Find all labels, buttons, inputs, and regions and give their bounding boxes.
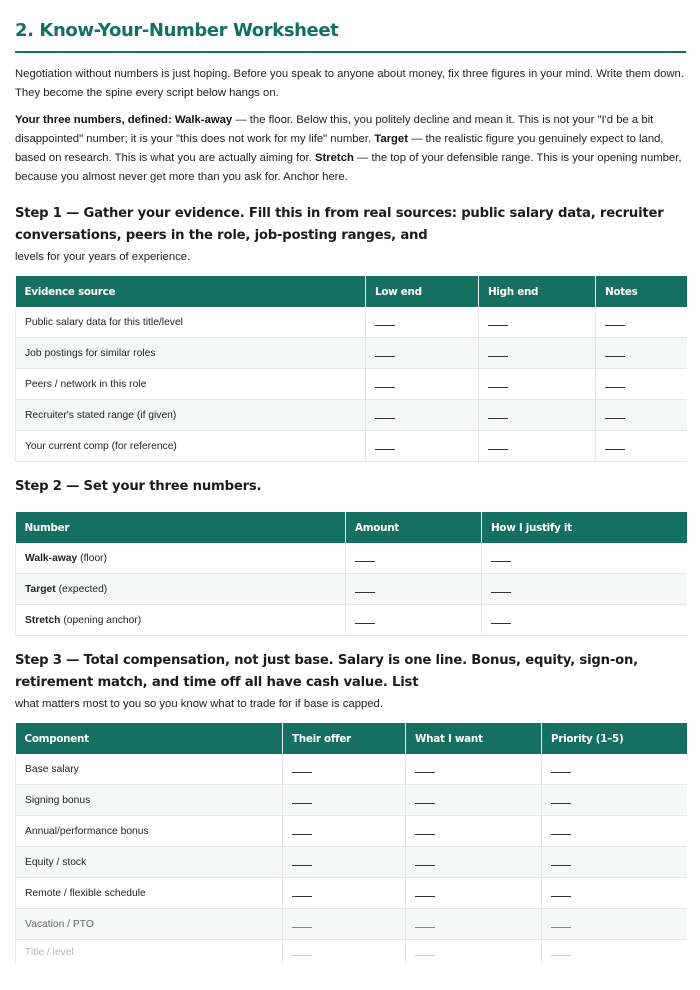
- notes-field[interactable]: [596, 369, 687, 400]
- notes-field[interactable]: [596, 307, 687, 338]
- column-header: Evidence source: [16, 276, 366, 307]
- amount-field[interactable]: [346, 574, 482, 605]
- number-label-cell: [16, 543, 346, 574]
- fill-in-blank[interactable]: [491, 583, 511, 593]
- column-header: Notes: [596, 276, 687, 307]
- fill-in-blank[interactable]: [605, 378, 625, 388]
- priority-field[interactable]: [542, 847, 687, 878]
- component-cell: Remote / flexible schedule: [16, 878, 283, 909]
- column-header: What I want: [406, 723, 542, 754]
- total-comp-header: [16, 723, 687, 754]
- priority-field[interactable]: [542, 785, 687, 816]
- column-header: Number: [16, 512, 346, 543]
- notes-field[interactable]: [596, 431, 687, 462]
- total-comp-table: [15, 723, 687, 964]
- fill-in-blank[interactable]: [551, 825, 571, 835]
- fill-in-blank[interactable]: [415, 946, 435, 956]
- fill-in-blank[interactable]: [292, 794, 312, 804]
- fill-in-blank[interactable]: [355, 583, 375, 593]
- number-row: [16, 605, 687, 636]
- fill-in-blank[interactable]: [551, 918, 571, 928]
- number-row: [16, 574, 687, 605]
- what-i-want-field[interactable]: [406, 940, 542, 965]
- evidence-row: [16, 307, 687, 338]
- fill-in-blank[interactable]: [375, 440, 395, 450]
- number-note: (expected): [55, 583, 108, 595]
- evidence-source-cell: Recruiter's stated range (if given): [16, 400, 366, 431]
- fill-in-blank[interactable]: [415, 887, 435, 897]
- target-definition: — the realistic figure you genuinely expect to land, based on research. This is what you are actually aiming for.: [15, 133, 664, 164]
- what-i-want-field[interactable]: [406, 909, 542, 940]
- intro-paragraph: Negotiation without numbers is just hoping. Before you speak to anyone about money, fix three figures in your mind. Write them down. They become the spine every script below hangs on.: [15, 68, 684, 99]
- notes-field[interactable]: [596, 338, 687, 369]
- justification-field[interactable]: [482, 543, 687, 574]
- evidence-row: [16, 369, 687, 400]
- number-note: (floor): [77, 552, 108, 564]
- fill-in-blank[interactable]: [415, 918, 435, 928]
- fill-in-blank[interactable]: [415, 825, 435, 835]
- their-offer-field[interactable]: [283, 754, 406, 785]
- their-offer-field[interactable]: [283, 816, 406, 847]
- fill-in-blank[interactable]: [292, 763, 312, 773]
- fill-in-blank[interactable]: [415, 763, 435, 773]
- priority-field[interactable]: [542, 878, 687, 909]
- amount-field[interactable]: [346, 605, 482, 636]
- component-cell: Signing bonus: [16, 785, 283, 816]
- fill-in-blank[interactable]: [355, 552, 375, 562]
- evidence-row: [16, 338, 687, 369]
- component-cell: Annual/performance bonus: [16, 816, 283, 847]
- high-end-field[interactable]: [479, 369, 596, 400]
- fill-in-blank[interactable]: [488, 440, 508, 450]
- priority-field[interactable]: [542, 940, 687, 965]
- component-row: [16, 878, 687, 909]
- number-term: Target: [25, 583, 56, 595]
- fill-in-blank[interactable]: [375, 378, 395, 388]
- fill-in-blank[interactable]: [551, 946, 571, 956]
- component-cell: Vacation / PTO: [16, 909, 283, 940]
- fill-in-blank[interactable]: [355, 614, 375, 624]
- step1-subtext: levels for your years of experience.: [15, 251, 191, 263]
- fill-in-blank[interactable]: [292, 856, 312, 866]
- component-row: [16, 847, 687, 878]
- fill-in-blank[interactable]: [292, 887, 312, 897]
- fill-in-blank[interactable]: [488, 316, 508, 326]
- amount-field[interactable]: [346, 543, 482, 574]
- fill-in-blank[interactable]: [605, 440, 625, 450]
- component-row: [16, 785, 687, 816]
- evidence-table: [15, 276, 687, 462]
- low-end-field[interactable]: [366, 307, 479, 338]
- worksheet-page: [15, 0, 686, 964]
- fill-in-blank[interactable]: [551, 794, 571, 804]
- their-offer-field[interactable]: [283, 785, 406, 816]
- title-divider: [15, 51, 686, 53]
- their-offer-field[interactable]: [283, 909, 406, 940]
- high-end-field[interactable]: [479, 400, 596, 431]
- notes-field[interactable]: [596, 400, 687, 431]
- high-end-field[interactable]: [479, 338, 596, 369]
- definitions-lead: Your three numbers, defined:: [15, 114, 172, 126]
- fill-in-blank[interactable]: [551, 856, 571, 866]
- three-numbers-header: [16, 512, 687, 543]
- column-header: Component: [16, 723, 283, 754]
- component-row: [16, 754, 687, 785]
- step3-heading: Step 3 — Total compensation, not just base. Salary is one line. Bonus, equity, sign-on, retirement match, and time off all have cash value. List: [15, 653, 638, 690]
- evidence-source-cell: Job postings for similar roles: [16, 338, 366, 369]
- column-header: Priority (1–5): [542, 723, 687, 754]
- fill-in-blank[interactable]: [415, 794, 435, 804]
- high-end-field[interactable]: [479, 307, 596, 338]
- fill-in-blank[interactable]: [375, 409, 395, 419]
- walkaway-term: Walk-away: [174, 114, 233, 126]
- component-row: [16, 909, 687, 940]
- low-end-field[interactable]: [366, 338, 479, 369]
- evidence-table-header: [16, 276, 687, 307]
- their-offer-field[interactable]: [283, 878, 406, 909]
- step1-heading: Step 1 — Gather your evidence. Fill this in from real sources: public salary data, recruiter conversations, peers in the role, job-posting ranges, and: [15, 206, 664, 243]
- what-i-want-field[interactable]: [406, 878, 542, 909]
- fill-in-blank[interactable]: [375, 316, 395, 326]
- column-header: Amount: [346, 512, 482, 543]
- fill-in-blank[interactable]: [488, 378, 508, 388]
- high-end-field[interactable]: [479, 431, 596, 462]
- column-header: Their offer: [283, 723, 406, 754]
- low-end-field[interactable]: [366, 431, 479, 462]
- fill-in-blank[interactable]: [491, 614, 511, 624]
- component-row: [16, 940, 687, 965]
- stretch-term: Stretch: [314, 152, 354, 164]
- justification-field[interactable]: [482, 605, 687, 636]
- evidence-source-cell: Public salary data for this title/level: [16, 307, 366, 338]
- definitions-paragraph: [15, 111, 686, 187]
- what-i-want-field[interactable]: [406, 785, 542, 816]
- component-cell: Base salary: [16, 754, 283, 785]
- number-note: (opening anchor): [60, 614, 142, 626]
- evidence-row: [16, 400, 687, 431]
- fill-in-blank[interactable]: [375, 347, 395, 357]
- component-cell: Equity / stock: [16, 847, 283, 878]
- their-offer-field[interactable]: [283, 847, 406, 878]
- number-term: Stretch: [25, 614, 61, 626]
- three-numbers-table: [15, 512, 687, 636]
- fill-in-blank[interactable]: [551, 763, 571, 773]
- what-i-want-field[interactable]: [406, 847, 542, 878]
- page-title: 2. Know-Your-Number Worksheet: [15, 20, 339, 41]
- column-header: Low end: [366, 276, 479, 307]
- fill-in-blank[interactable]: [551, 887, 571, 897]
- evidence-source-cell: Your current comp (for reference): [16, 431, 366, 462]
- target-term: Target: [374, 133, 408, 145]
- fill-in-blank[interactable]: [488, 409, 508, 419]
- what-i-want-field[interactable]: [406, 816, 542, 847]
- number-label-cell: [16, 574, 346, 605]
- column-header: High end: [479, 276, 596, 307]
- priority-field[interactable]: [542, 909, 687, 940]
- low-end-field[interactable]: [366, 369, 479, 400]
- component-cell: Title / level: [16, 940, 283, 965]
- walkaway-definition: — the floor. Below this, you politely decline and mean it. This is not your "I'd be a bit disappointed" number; it is your "this does not work for my life" number.: [15, 114, 654, 145]
- number-row: [16, 543, 687, 574]
- step2-heading: Step 2 — Set your three numbers.: [15, 479, 262, 494]
- fill-in-blank[interactable]: [292, 946, 312, 956]
- fill-in-blank[interactable]: [605, 409, 625, 419]
- evidence-source-cell: Peers / network in this role: [16, 369, 366, 400]
- priority-field[interactable]: [542, 816, 687, 847]
- fill-in-blank[interactable]: [605, 316, 625, 326]
- step3-subtext: what matters most to you so you know what to trade for if base is capped.: [15, 698, 383, 710]
- number-label-cell: [16, 605, 346, 636]
- fill-in-blank[interactable]: [488, 347, 508, 357]
- what-i-want-field[interactable]: [406, 754, 542, 785]
- column-header: How I justify it: [482, 512, 687, 543]
- priority-field[interactable]: [542, 754, 687, 785]
- component-row: [16, 816, 687, 847]
- fill-in-blank[interactable]: [491, 552, 511, 562]
- stretch-definition: — the top of your defensible range. This is your opening number, because you almost never get more than you ask for. Anchor here.: [15, 152, 682, 183]
- fill-in-blank[interactable]: [292, 825, 312, 835]
- fill-in-blank[interactable]: [605, 347, 625, 357]
- low-end-field[interactable]: [366, 400, 479, 431]
- their-offer-field[interactable]: [283, 940, 406, 965]
- evidence-row: [16, 431, 687, 462]
- number-term: Walk-away: [25, 552, 78, 564]
- fill-in-blank[interactable]: [415, 856, 435, 866]
- fill-in-blank[interactable]: [292, 918, 312, 928]
- justification-field[interactable]: [482, 574, 687, 605]
